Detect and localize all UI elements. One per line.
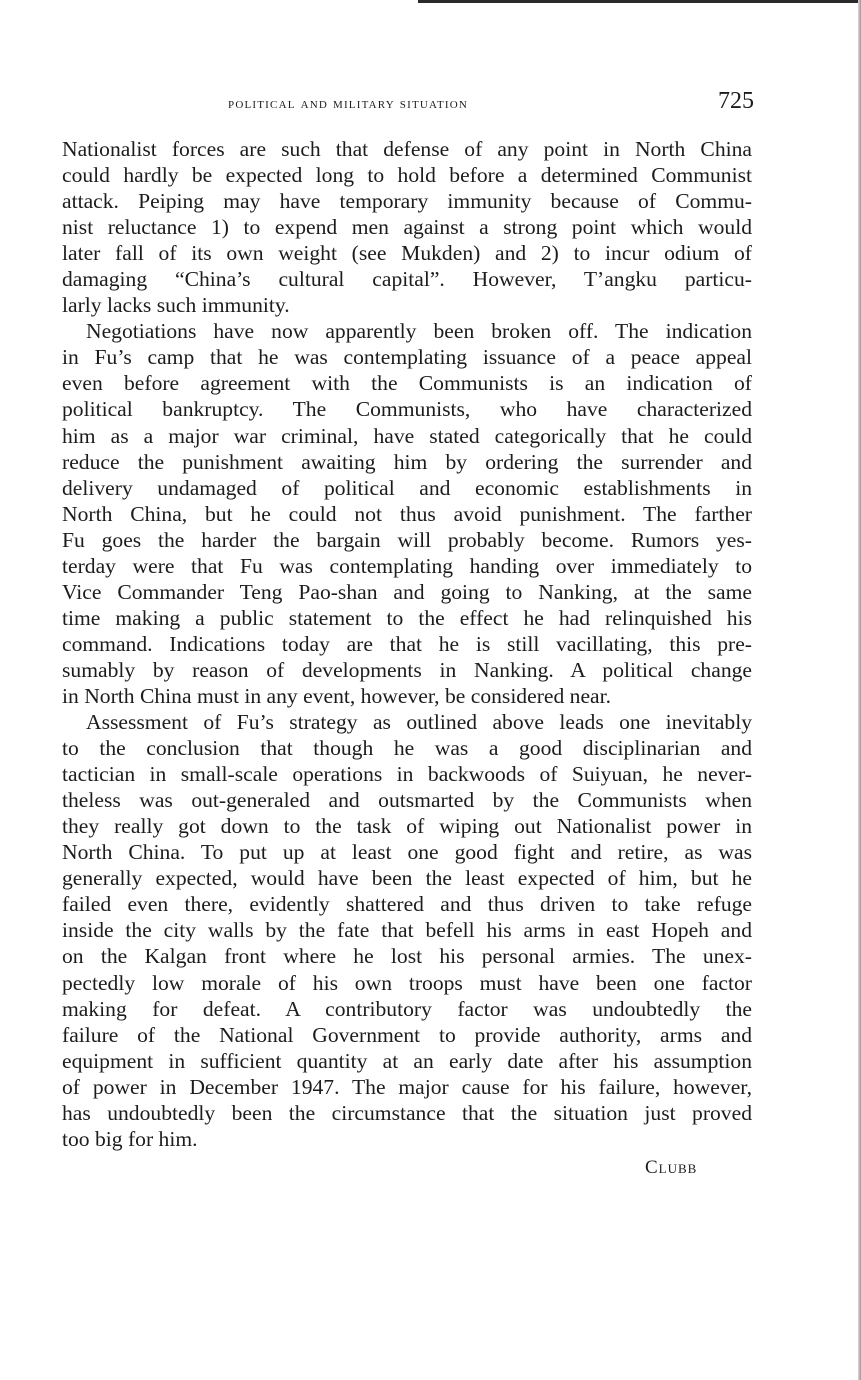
page-number: 725 — [718, 88, 754, 114]
running-title: political and military situation — [228, 96, 469, 112]
top-edge-rule — [418, 0, 861, 3]
paragraph-1 — [62, 136, 752, 318]
text-line: terday were that Fu was contemplating handing over immediately to — [62, 553, 752, 578]
text-line: in Fu’s camp that he was contemplating issuance of a peace appeal — [62, 345, 752, 370]
text-line: too big for him. — [62, 1126, 198, 1151]
text-line: Negotiations have now apparently been broken off. The indication — [86, 319, 752, 344]
signature: Clubb — [645, 1157, 698, 1178]
text-line: failure of the National Government to provide authority, arms and — [62, 1022, 752, 1047]
body-text — [62, 136, 752, 1152]
text-line: larly lacks such immunity. — [62, 293, 290, 318]
text-line: failed even there, evidently shattered and thus driven to take refuge — [62, 892, 752, 917]
text-line: attack. Peiping may have temporary immunity because of Commu- — [62, 189, 752, 214]
text-line: on the Kalgan front where he lost his personal armies. The unex- — [62, 944, 752, 969]
text-line: time making a public statement to the effect he had relinquished his — [62, 605, 752, 630]
text-line: pectedly low morale of his own troops must have been one factor — [62, 970, 752, 995]
paragraph-3 — [62, 709, 752, 1152]
text-line: even before agreement with the Communists is an indication of — [62, 371, 752, 396]
text-line: later fall of its own weight (see Mukden) and 2) to incur odium of — [62, 241, 752, 266]
text-line: Assessment of Fu’s strategy as outlined above leads one inevitably — [86, 710, 752, 735]
text-line: tactician in small-scale operations in backwoods of Suiyuan, he never- — [62, 762, 752, 787]
text-line: in North China must in any event, however, be considered near. — [62, 683, 612, 708]
text-line: delivery undamaged of political and economic establishments in — [62, 475, 752, 500]
text-line: him as a major war criminal, have stated categorically that he could — [62, 423, 752, 448]
text-line: to the conclusion that though he was a good disciplinarian and — [62, 736, 752, 761]
text-line: theless was out-generaled and outsmarted by the Communists when — [62, 788, 752, 813]
text-line: they really got down to the task of wiping out Nationalist power in — [62, 814, 752, 839]
text-line: reduce the punishment awaiting him by ordering the surrender and — [62, 449, 752, 474]
running-head — [62, 90, 758, 126]
text-line: equipment in sufficient quantity at an early date after his assumption — [62, 1048, 752, 1073]
text-line: has undoubtedly been the circumstance that the situation just proved — [62, 1100, 752, 1125]
text-line: damaging “China’s cultural capital”. However, T’angku particu- — [62, 267, 752, 292]
text-line: sumably by reason of developments in Nanking. A political change — [62, 657, 752, 682]
paragraph-2 — [62, 318, 752, 709]
text-line: Fu goes the harder the bargain will probably become. Rumors yes- — [62, 527, 752, 552]
text-line: generally expected, would have been the least expected of him, but he — [62, 866, 752, 891]
text-line: of power in December 1947. The major cause for his failure, however, — [62, 1074, 752, 1099]
text-line: inside the city walls by the fate that befell his arms in east Hopeh and — [62, 918, 752, 943]
text-line: making for defeat. A contributory factor was undoubtedly the — [62, 996, 752, 1021]
text-line: North China, but he could not thus avoid punishment. The farther — [62, 501, 752, 526]
text-line: political bankruptcy. The Communists, who have characterized — [62, 397, 752, 422]
text-line: Vice Commander Teng Pao-shan and going to Nanking, at the same — [62, 579, 752, 604]
text-line: command. Indications today are that he is still vacillating, this pre- — [62, 631, 752, 656]
text-line: could hardly be expected long to hold before a determined Communist — [62, 163, 752, 188]
text-line: Nationalist forces are such that defense of any point in North China — [62, 137, 752, 161]
text-line: nist reluctance 1) to expend men against a strong point which would — [62, 215, 752, 240]
text-line: North China. To put up at least one good fight and retire, as was — [62, 840, 752, 865]
